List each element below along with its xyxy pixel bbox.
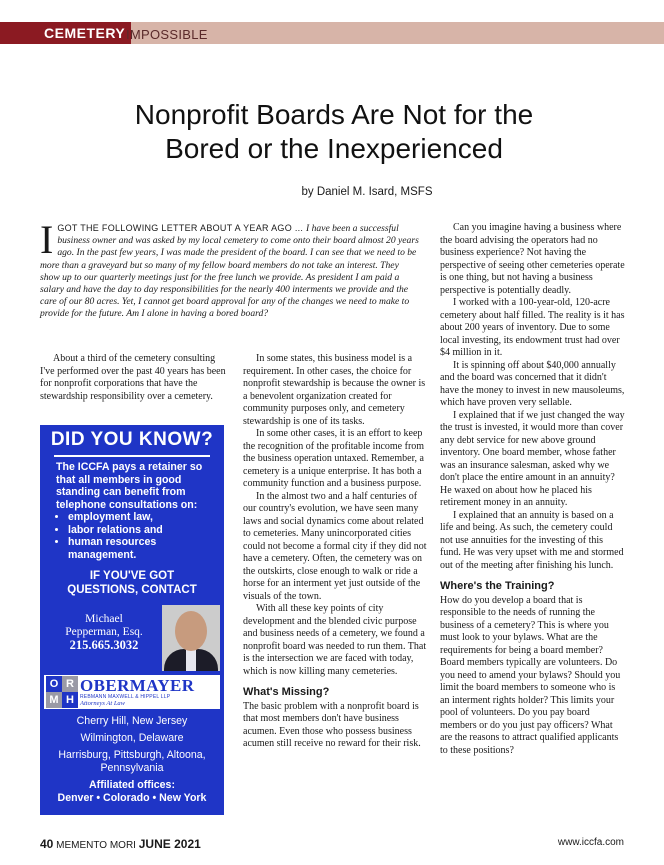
obermayer-logo (44, 675, 220, 709)
contact-phone: 215.665.3032 (69, 638, 139, 652)
page-footer-left (40, 837, 201, 851)
iccfa-advertisement (40, 425, 224, 815)
contact-line-2: QUESTIONS, CONTACT (67, 583, 197, 596)
title-line-2: Bored or the Inexperienced (165, 133, 503, 164)
logo-letter: H (62, 692, 78, 708)
page-number: 40 (40, 837, 54, 851)
paragraph: In the almost two and a half centuries of our country's evolution, we have seen many laws and social dynamics come about related to cemeteries. Many unincorporated cities could not become a formal city if they did not have a cemetery. Often, the cemetery was on the outskirts, close enough to walk or ride a horse for an interment yet just outside of the visuals of the town. (243, 490, 427, 602)
logo-letter: O (46, 676, 62, 692)
issue-date: JUNE 2021 (138, 837, 201, 851)
paragraph: In some states, this business model is a requirement. In other cases, the choice for nonprofit stewardship is because the owner is a benevolent organization created for community purposes only, and cemetery stewardship is one of its tasks. (243, 353, 426, 427)
intro-letter (40, 217, 420, 321)
affiliated-label: Affiliated offices: (89, 779, 175, 791)
paragraph: I worked with a 100-year-old, 120-acre cemetery about half filled. The reality is it has about 200 years of inventory. Due to some local investing, its endowment trust had over $4 million in it. (440, 297, 625, 358)
subheading: What's Missing? (243, 686, 330, 698)
paragraph: About a third of the cemetery consulting I've performed over the past 40 years has been for nonprofit corporations that have the stewardship responsibility over a cemetery. (40, 353, 226, 402)
intro-lead: GOT THE FOLLOWING LETTER ABOUT A YEAR AGO ... (57, 223, 307, 233)
paragraph: With all these key points of city development and the blended civic purpose and business needs of a cemetery, we found a nonprofit board was needed to run them. That is the intersection we are faced with today, which is now killing many cemeteries. (243, 603, 427, 677)
ad-bullet: • labor relations and (68, 524, 216, 537)
affiliated-cities: Denver • Colorado • New York (57, 791, 207, 804)
location: Wilmington, Delaware (80, 732, 184, 744)
paragraph: How do you develop a board that is responsible to the needs of running the business of a cemetery? This is where you must look to your bylaws. What are the requirements for being a board member? Board members typically are volunteers. Do you need to amend your bylaws? Should you limit the board members to someone who is an interment rights holder? This limits your pool of volunteers. Do you pay board members or do you just pay officers? What are the reasons to attract qualified applicants to these positions? (440, 594, 621, 756)
office-locations (40, 715, 224, 779)
article-title (60, 98, 608, 166)
location: Harrisburg, Pittsburgh, Altoona, Pennsylvania (58, 749, 206, 774)
drop-cap: I (40, 217, 54, 262)
title-line-1: Nonprofit Boards Are Not for the (134, 99, 534, 130)
paragraph: In some other cases, it is an effort to keep the recognition of the profitable income from the business operation untaxed. Remember, a cemetery is a unique enterprise. It has both a community function and a business purpose. (243, 428, 425, 489)
subheading: Where's the Training? (440, 580, 555, 592)
logo-partners: REBMANN MAXWELL & HIPPEL LLP (80, 694, 171, 700)
section-label: CEMETERY (0, 22, 131, 44)
logo-letter: R (62, 676, 78, 692)
contact-photo (162, 605, 220, 671)
magazine-name: MEMENTO MORI (56, 840, 136, 851)
contact-full-name: Pepperman, Esq. (65, 626, 143, 638)
website-link[interactable]: www.iccfa.com (557, 837, 624, 848)
byline: by Daniel M. Isard, MSFS (301, 186, 433, 198)
column-1 (40, 353, 228, 403)
photo-head (175, 611, 207, 651)
logo-letter: M (46, 692, 62, 708)
ad-contact-heading (40, 570, 224, 597)
subsection-label: IMPOSSIBLE (126, 27, 208, 42)
column-3 (440, 222, 626, 757)
paragraph: Can you imagine having a business where the board advising the operators had no business experience? Not having the perspective of seeing other cemeteries operate is one thing, but not having a business perspective is potentially deadly. (440, 222, 625, 296)
column-2 (243, 353, 429, 751)
contact-line-1: IF YOU'VE GOT (89, 570, 175, 582)
paragraph: It is spinning off about $40,000 annually and the board was concerned that it didn't have the money to invest in new mausoleums, which have proven very sellable. (440, 359, 625, 408)
contact-first-name: Michael (85, 613, 123, 625)
photo-shirt (186, 649, 196, 671)
section-header (0, 22, 664, 44)
ad-bullet: • human resources management. (68, 536, 216, 561)
paragraph: The basic problem with a nonprofit board is that most members don't have business acumen. Even those who possess business acumen still receive no reward for their risk. (243, 700, 421, 749)
intro-text: I have been a successful business owner and was asked by my local cemetery to come onto their board almost 20 years ago. In the past few years, I was made the president of the board. I can see that we need to be more than a graveyard but so many of my fellow board members do not take an interest. They show up to our quarterly meetings just for the free lunch we provide. As president I am paid a salary and have the day to day responsibilities for the nearly 400 interments we provide and the care of our 80 acres. Yet, I cannot get board approval for any of the changes we need to make to provide for the future. Am I alone in having a bored board? (40, 223, 419, 320)
ad-intro: The ICCFA pays a retainer so that all members in good standing can benefit from telephone consultations on: (56, 461, 203, 511)
logo-tagline: Attorneys At Law (80, 700, 126, 707)
ad-title: DID YOU KNOW? (50, 429, 214, 450)
affiliated-offices (40, 779, 224, 804)
ad-divider (54, 455, 210, 457)
paragraph: I explained that an annuity is based on a life and being. As such, the cemetery could not use annuities for the investing of this fund. He was very upset with me and stormed out of the meeting after finishing his lunch. (440, 509, 624, 571)
ad-body (56, 461, 216, 561)
ad-bullet: • employment law, (68, 511, 216, 524)
logo-name: OBERMAYER (80, 676, 195, 695)
contact-info (54, 613, 154, 652)
paragraph: I explained that if we just changed the way the trust is invested, it would more than cover any debt service for new above ground inventory. One board member, whose father was an insurance salesman, asked why we don't place the entire amount in an annuity? He waxed on about how he placed his retirement money in an annuity. (440, 409, 625, 508)
ad-bullet-list (56, 511, 216, 561)
location: Cherry Hill, New Jersey (76, 715, 188, 727)
